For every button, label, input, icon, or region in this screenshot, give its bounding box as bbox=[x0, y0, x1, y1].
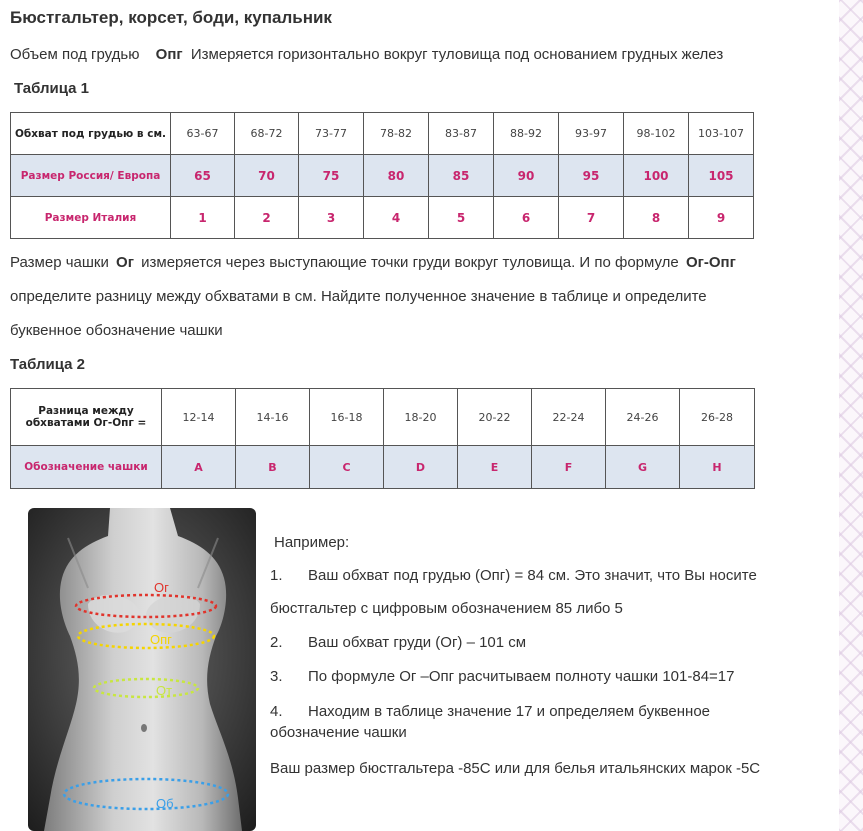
table-cell: 16-18 bbox=[310, 389, 384, 446]
table-cell: F bbox=[532, 446, 606, 489]
table-cell: 75 bbox=[299, 155, 364, 197]
table-cell: 24-26 bbox=[606, 389, 680, 446]
row-label: Обхват под грудью в см. bbox=[11, 113, 171, 155]
table-cell: 2 bbox=[235, 197, 299, 239]
example-item bbox=[270, 600, 623, 617]
table-cell: G bbox=[606, 446, 680, 489]
decorative-side-pattern bbox=[839, 0, 863, 831]
table-cell: 85 bbox=[429, 155, 494, 197]
og-label: Ог bbox=[154, 580, 169, 595]
band-size-table bbox=[10, 112, 754, 239]
table-cell: C bbox=[310, 446, 384, 489]
table-row bbox=[11, 113, 754, 155]
row-label: Обозначение чашки bbox=[11, 446, 162, 489]
table-cell: 9 bbox=[689, 197, 754, 239]
cup-paragraph-line2: определите разницу между обхватами в см. Найдите полученное значение в таблице и определите bbox=[10, 288, 707, 305]
example-item-number: 2. bbox=[270, 634, 283, 651]
example-item-text: Ваш обхват под грудью (Опг) = 84 см. Это значит, что Вы носите bbox=[308, 567, 757, 584]
cup-text-b: измеряется через выступающие точки груди вокруг туловища. И по формуле bbox=[141, 254, 679, 271]
table-cell: 83-87 bbox=[429, 113, 494, 155]
navel bbox=[141, 724, 147, 732]
body-measurement-illustration bbox=[28, 508, 256, 831]
table-cell: 22-24 bbox=[532, 389, 606, 446]
table-cell: 7 bbox=[559, 197, 624, 239]
table-cell: 95 bbox=[559, 155, 624, 197]
table-cell: A bbox=[162, 446, 236, 489]
table-cell: 4 bbox=[364, 197, 429, 239]
example-item-text: Ваш обхват груди (Ог) – 101 см bbox=[308, 634, 527, 651]
example-item-number: 1. bbox=[270, 567, 283, 584]
example-item-text: По формуле Ог –Опг расчитываем полноту чашки 101-84=17 bbox=[308, 668, 735, 685]
example-item bbox=[270, 567, 757, 584]
table-row bbox=[11, 446, 755, 489]
table-cell: 105 bbox=[689, 155, 754, 197]
cup-formula: Ог-Опг bbox=[685, 254, 736, 271]
table-row bbox=[11, 197, 754, 239]
table-cell: 73-77 bbox=[299, 113, 364, 155]
ot-label: От bbox=[156, 683, 173, 698]
table-cell: H bbox=[680, 446, 755, 489]
table-cell: 88-92 bbox=[494, 113, 559, 155]
opg-label: Опг bbox=[150, 632, 172, 647]
table-cell: 100 bbox=[624, 155, 689, 197]
ob-label: Об bbox=[156, 796, 174, 811]
intro-term: Опг bbox=[155, 46, 183, 63]
example-item bbox=[270, 724, 407, 741]
table-cell: 63-67 bbox=[171, 113, 235, 155]
cup-paragraph-line3: буквенное обозначение чашки bbox=[10, 322, 223, 339]
example-item bbox=[270, 703, 710, 720]
table-row bbox=[11, 389, 755, 446]
intro-text bbox=[10, 46, 723, 63]
table-cell: 18-20 bbox=[384, 389, 458, 446]
cup-paragraph-line1 bbox=[10, 254, 739, 271]
intro-prefix: Объем под грудью bbox=[10, 46, 140, 63]
row-label: Размер Италия bbox=[11, 197, 171, 239]
example-item bbox=[270, 634, 526, 651]
table-cell: 98-102 bbox=[624, 113, 689, 155]
example-item-number: 3. bbox=[270, 668, 283, 685]
table-cell: 26-28 bbox=[680, 389, 755, 446]
cup-text-a: Размер чашки bbox=[10, 254, 109, 271]
table-cell: 90 bbox=[494, 155, 559, 197]
example-item-number: 4. bbox=[270, 703, 283, 720]
example-item-text: обозначение чашки bbox=[270, 724, 407, 741]
table-cell: 20-22 bbox=[458, 389, 532, 446]
row-label: Разница между обхватами Ог-Опг = bbox=[11, 389, 162, 446]
table-cell: 6 bbox=[494, 197, 559, 239]
table-cell: 80 bbox=[364, 155, 429, 197]
example-heading: Например: bbox=[274, 534, 350, 551]
table1-title: Таблица 1 bbox=[14, 80, 90, 97]
table-cell: 14-16 bbox=[236, 389, 310, 446]
table-cell: 3 bbox=[299, 197, 364, 239]
table-cell: 78-82 bbox=[364, 113, 429, 155]
table-cell: 5 bbox=[429, 197, 494, 239]
table2-title: Таблица 2 bbox=[10, 356, 86, 373]
table-cell: 1 bbox=[171, 197, 235, 239]
intro-description: Измеряется горизонтально вокруг туловища под основанием грудных желез bbox=[190, 46, 724, 63]
cup-size-table bbox=[10, 388, 755, 489]
example-item bbox=[270, 668, 734, 685]
table-cell: 103-107 bbox=[689, 113, 754, 155]
table-cell: D bbox=[384, 446, 458, 489]
table-cell: E bbox=[458, 446, 532, 489]
table-cell: 65 bbox=[171, 155, 235, 197]
table-cell: 12-14 bbox=[162, 389, 236, 446]
table-cell: B bbox=[236, 446, 310, 489]
example-item-text: бюстгальтер с цифровым обозначением 85 либо 5 bbox=[270, 600, 623, 617]
table-cell: 93-97 bbox=[559, 113, 624, 155]
row-label: Размер Россия/ Европа bbox=[11, 155, 171, 197]
page-title: Бюстгальтер, корсет, боди, купальник bbox=[10, 8, 332, 27]
table-row bbox=[11, 155, 754, 197]
example-item-text: Находим в таблице значение 17 и определяем буквенное bbox=[308, 703, 711, 720]
table-cell: 68-72 bbox=[235, 113, 299, 155]
cup-term: Ог bbox=[116, 254, 134, 271]
table-cell: 8 bbox=[624, 197, 689, 239]
table-cell: 70 bbox=[235, 155, 299, 197]
example-result: Ваш размер бюстгальтера -85С или для белья итальянских марок -5С bbox=[270, 760, 761, 777]
